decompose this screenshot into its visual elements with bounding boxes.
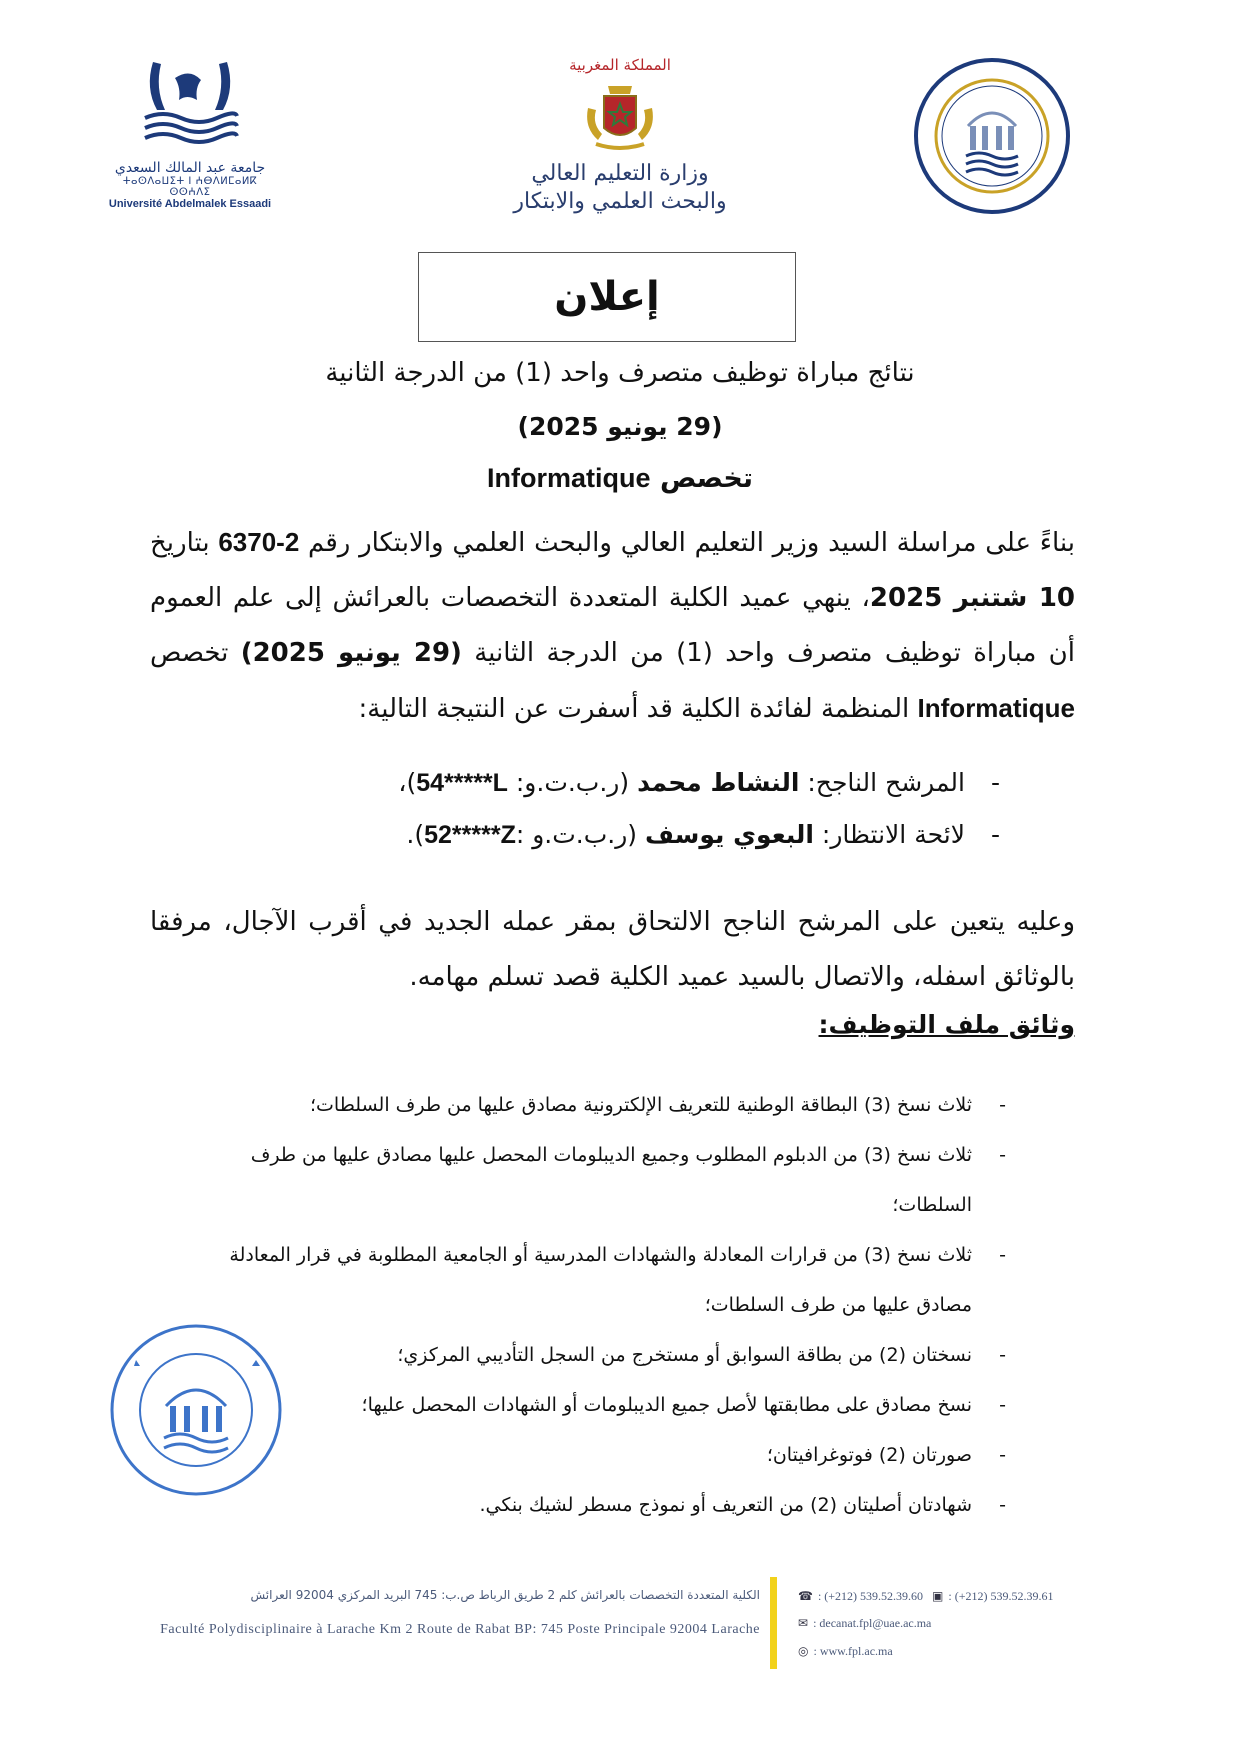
documents-list bbox=[170, 1080, 1010, 1530]
instructions-paragraph: وعليه يتعين على المرشح الناجح الالتحاق بمقر عمله الجديد في أقرب الآجال، مرفقا بالوثائق اسفله، والاتصال بالسيد عميد الكلية قصد تسلم مهامه. bbox=[150, 907, 1075, 992]
list-item: - ثلاث نسخ (3) من قرارات المعادلة والشهادات المدرسية أو الجامعية المطلوبة في قرار المعادلة مصادق عليها من طرف السلطات؛ bbox=[170, 1230, 1010, 1330]
results-heading: نتائج مباراة توظيف متصرف واحد (1) من الدرجة الثانية bbox=[325, 358, 915, 388]
faculty-logo bbox=[912, 56, 1072, 216]
exam-date-heading: (29 يونيو 2025) bbox=[517, 412, 723, 441]
winner-id: 54*****L bbox=[416, 769, 508, 797]
footer-address-ar: الكلية المتعددة التخصصات بالعرائش كلم 2 طريق الرباط ص.ب: 745 البريد المركزي 92004 العرائش bbox=[250, 1588, 760, 1602]
footer-web-line bbox=[798, 1644, 893, 1659]
footer-email[interactable]: : decanat.fpl@uae.ac.ma bbox=[813, 1616, 932, 1630]
list-item: - نسخ مصادق على مطابقتها لأصل جميع الديبلومات أو الشهادات المحصل عليها؛ bbox=[170, 1380, 1010, 1430]
specialty-label: تخصص bbox=[659, 463, 753, 494]
winner-end: )، bbox=[398, 768, 417, 797]
intro-paragraph bbox=[150, 515, 1075, 737]
intro-text-5: المنظمة لفائدة الكلية قد أسفرت عن النتيجة التالية: bbox=[358, 694, 918, 724]
list-item: - ثلاث نسخ (3) من الدبلوم المطلوب وجميع الديبلومات المحصل عليها مصادق عليها من طرف السلطات؛ bbox=[170, 1130, 1010, 1230]
university-logo bbox=[105, 58, 275, 210]
university-name-tifinagh: ⵜⴰⵙⴷⴰⵡⵉⵜ ⵏ ⵄⴱⴷⵍⵎⴰⵍⴽ ⵙⵙⵄⴷⵉ bbox=[122, 176, 258, 198]
ministry-header bbox=[470, 56, 770, 216]
waitlist-name: البعوي يوسف bbox=[645, 820, 814, 849]
footer-fax: : (+212) 539.52.39.61 bbox=[948, 1589, 1054, 1603]
winner-line: -المرشح الناجح: النشاط محمد (ر.ب.ت.و: 54*****L)، bbox=[398, 768, 1000, 797]
intro-text-4: تخصص bbox=[150, 638, 241, 668]
list-item: - ثلاث نسخ (3) البطاقة الوطنية للتعريف الإلكترونية مصادق عليها من طرف السلطات؛ bbox=[170, 1080, 1010, 1130]
winner-id-label: (ر.ب.ت.و: bbox=[507, 768, 638, 797]
official-stamp bbox=[106, 1320, 286, 1500]
university-name-ar: جامعة عبد المالك السعدي bbox=[114, 160, 266, 176]
winner-name: النشاط محمد bbox=[637, 768, 800, 797]
waitlist-label: لائحة الانتظار: bbox=[813, 820, 965, 849]
university-name-fr: Université Abdelmalek Essaadi bbox=[108, 198, 272, 210]
intro-text-3: ، ينهي عميد الكلية المتعددة التخصصات بالعرائش إلى علم العموم أن مباراة توظيف متصرف واحد (1) من الدرجة الثانية bbox=[150, 583, 1075, 668]
footer-phone: : (+212) 539.52.39.60 bbox=[817, 1589, 924, 1603]
waitlist-end: ). bbox=[406, 820, 425, 849]
ministry-line-1: وزارة التعليم العالي bbox=[531, 161, 709, 186]
letter-date: 10 شتنبر 2025 bbox=[869, 583, 1075, 613]
documents-title: وثائق ملف التوظيف: bbox=[818, 1010, 1075, 1039]
globe-icon: ◎ bbox=[798, 1644, 809, 1658]
coat-of-arms-icon bbox=[580, 78, 660, 158]
list-item: - نسختان (2) من بطاقة السوابق أو مستخرج من السجل التأديبي المركزي؛ bbox=[170, 1330, 1010, 1380]
announcement-title: إعلان bbox=[554, 274, 660, 320]
footer-email-line bbox=[798, 1616, 931, 1631]
stamp-icon bbox=[106, 1320, 286, 1500]
kingdom-label: المملكة المغربية bbox=[569, 56, 671, 74]
email-icon: ✉ bbox=[798, 1616, 809, 1630]
specialty-value: Informatique bbox=[487, 463, 651, 493]
university-emblem-icon bbox=[135, 58, 245, 154]
waitlist-line: -لائحة الانتظار: البعوي يوسف (ر.ب.ت.و :52*****Z). bbox=[406, 820, 1000, 849]
ministry-line-2: والبحث العلمي والابتكار bbox=[513, 189, 727, 214]
footer-address-fr: Faculté Polydisciplinaire à Larache Km 2 Route de Rabat BP: 745 Poste Principale 92004 Larache bbox=[160, 1622, 760, 1637]
intro-text-2: بتاريخ bbox=[150, 528, 219, 558]
footer-divider bbox=[770, 1577, 777, 1669]
intro-specialty: Informatique bbox=[917, 693, 1075, 723]
faculty-emblem-icon bbox=[912, 56, 1072, 216]
waitlist-id-label: (ر.ب.ت.و : bbox=[515, 820, 645, 849]
announcement-title-box bbox=[418, 252, 796, 342]
intro-text-1: بناءً على مراسلة السيد وزير التعليم العالي والبحث العلمي والابتكار رقم bbox=[299, 528, 1076, 558]
fax-icon: ▣ bbox=[932, 1589, 944, 1603]
winner-label: المرشح الناجح: bbox=[799, 768, 965, 797]
specialty-heading bbox=[100, 463, 1140, 494]
list-item: - صورتان (2) فوتوغرافيتان؛ bbox=[170, 1430, 1010, 1480]
footer-website[interactable]: : www.fpl.ac.ma bbox=[813, 1644, 893, 1658]
waitlist-id: 52*****Z bbox=[424, 821, 516, 849]
phone-icon: ☎ bbox=[798, 1589, 813, 1603]
footer-phone-fax bbox=[798, 1589, 1053, 1604]
list-item: - شهادتان أصليتان (2) من التعريف أو نموذج مسطر لشيك بنكي. bbox=[170, 1480, 1010, 1530]
intro-exam-date: (29 يونيو 2025) bbox=[240, 638, 462, 668]
letter-reference: 2-6370 bbox=[218, 527, 300, 557]
